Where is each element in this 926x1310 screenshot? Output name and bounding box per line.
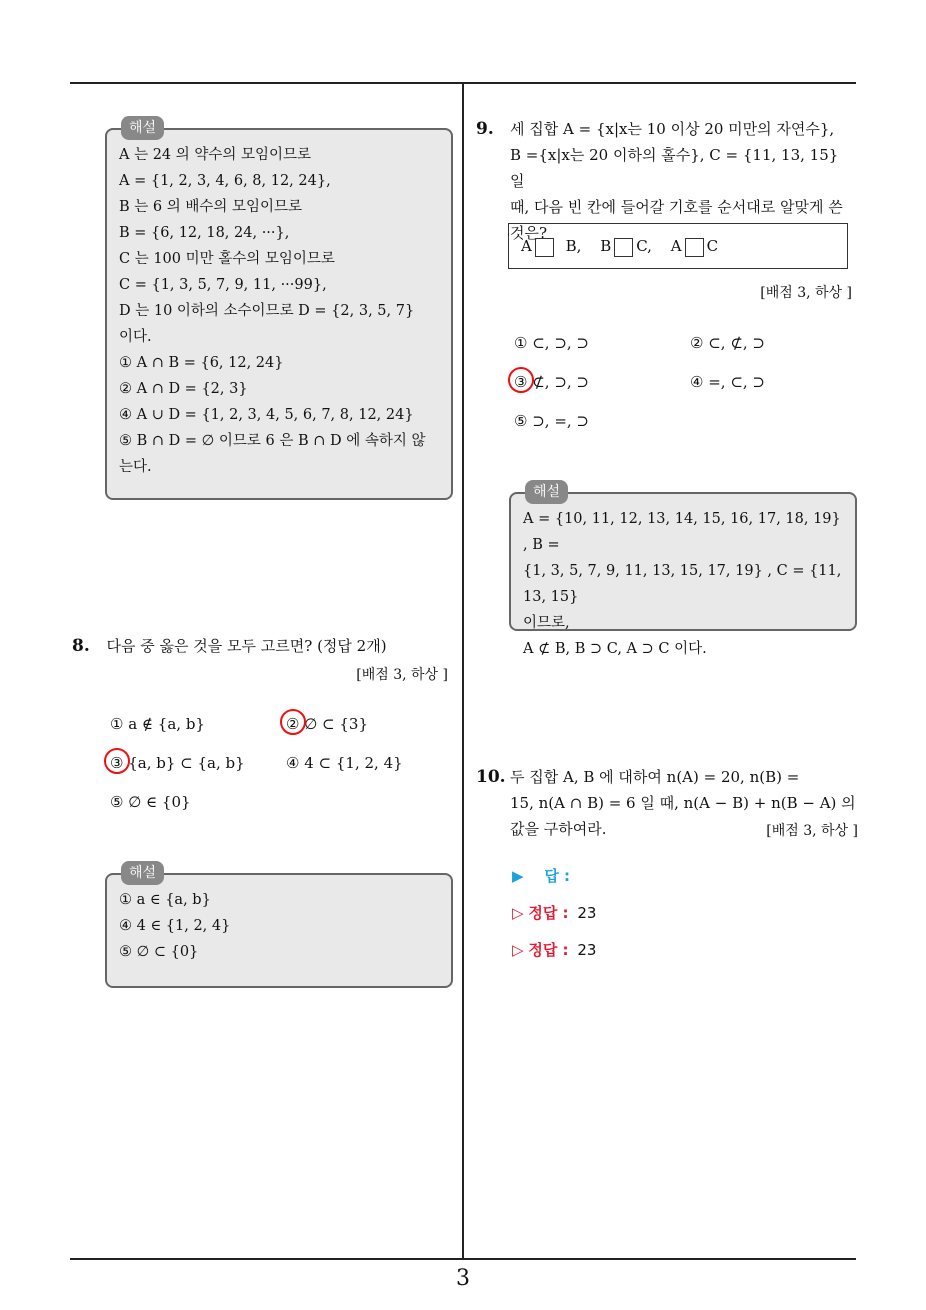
question-text: 값을 구하여라. [510, 820, 607, 838]
solution-line: 는다. [119, 459, 152, 475]
correct-value: 23 [577, 941, 597, 959]
score-label: [배점 3, 하상 ] [760, 285, 852, 301]
solution-line: ④ A ∪ D = {1, 2, 3, 4, 5, 6, 7, 8, 12, 24} [119, 407, 414, 423]
question-text: 때, 다음 빈 칸에 들어갈 기호를 순서대로 알맞게 쓴 [510, 198, 843, 216]
solution-line: A = {1, 2, 3, 4, 6, 8, 12, 24}, [119, 173, 331, 189]
question-text: 세 집합 A = {x|x는 10 이상 20 미만의 자연수}, [510, 120, 835, 138]
solution-line: C 는 100 미만 홀수의 모임이므로 [119, 251, 335, 267]
correct-label: 정답 : [528, 904, 569, 922]
answer-mark-circle [104, 748, 130, 774]
solution-box-2 [105, 865, 453, 988]
triangle-right-icon: ▷ [512, 941, 524, 959]
question-number: 10. [476, 767, 506, 787]
set-label: A [521, 237, 532, 255]
score-label: [배점 3, 하상 ] [766, 823, 858, 839]
solution-line: D 는 10 이하의 소수이므로 D = {2, 3, 5, 7} [119, 303, 415, 319]
question-8 [72, 633, 387, 659]
solution-line: C = {1, 3, 5, 7, 9, 11, ···99}, [119, 277, 327, 293]
solution-tag: 해설 [121, 861, 164, 885]
question-text: 다음 중 옳은 것을 모두 고르면? (정답 2개) [106, 637, 387, 655]
solution-line: A ⊄ B, B ⊃ C, A ⊃ C 이다. [523, 641, 707, 657]
blank-square[interactable] [685, 238, 704, 257]
solution-line: ① a ∈ {a, b} [119, 892, 211, 908]
correct-value: 23 [577, 904, 597, 922]
question-text: 두 집합 A, B 에 대하여 n(A) = 20, n(B) = [510, 768, 800, 786]
option-4[interactable]: ④ 4 ⊂ {1, 2, 4} [286, 754, 403, 772]
solution-line: ④ 4 ∈ {1, 2, 4} [119, 918, 231, 934]
option-1[interactable]: ① a ∉ {a, b} [110, 715, 205, 733]
correct-label: 정답 : [528, 941, 569, 959]
option-5[interactable]: ⑤ ⊃, =, ⊃ [514, 412, 589, 430]
solution-line: A = {10, 11, 12, 13, 14, 15, 16, 17, 18, 19} , B = [523, 511, 841, 553]
option-5[interactable]: ⑤ ∅ ∈ {0} [110, 793, 191, 811]
option-2[interactable]: ② ⊂, ⊄, ⊃ [690, 334, 765, 352]
set-label: B, [565, 237, 582, 255]
triangle-right-icon: ▷ [512, 904, 524, 922]
correct-answer-row [512, 902, 596, 923]
solution-line: ② A ∩ D = {2, 3} [119, 381, 248, 397]
solution-line: 이므로, [523, 615, 570, 631]
solution-box-1 [105, 120, 453, 500]
solution-box-3 [509, 484, 857, 657]
score-label: [배점 3, 하상 ] [356, 667, 448, 683]
page-number: 3 [456, 1266, 470, 1291]
solution-line: B = {6, 12, 18, 24, ···}, [119, 225, 290, 241]
option-3[interactable]: ③ ⊄, ⊃, ⊃ [514, 373, 589, 391]
option-1[interactable]: ① ⊂, ⊃, ⊃ [514, 334, 589, 352]
bottom-rule [70, 1258, 856, 1260]
answer-mark-circle [280, 709, 306, 735]
question-text: 것은? [510, 224, 548, 242]
question-number: 8. [72, 636, 90, 656]
answer-mark-circle [508, 367, 534, 393]
set-label: C [706, 237, 719, 255]
question-text: 15, n(A ∩ B) = 6 일 때, n(A − B) + n(B − A) 의 [510, 794, 856, 812]
option-3[interactable]: ③ {a, b} ⊂ {a, b} [110, 754, 245, 772]
solution-line: A 는 24 의 약수의 모임이므로 [119, 147, 312, 163]
correct-answer-row [512, 939, 596, 960]
option-4[interactable]: ④ =, ⊂, ⊃ [690, 373, 765, 391]
solution-line: ⑤ ∅ ⊂ {0} [119, 944, 199, 960]
answer-label: 답 : [544, 867, 571, 885]
blank-square[interactable] [535, 238, 554, 257]
solution-line: B 는 6 의 배수의 모임이므로 [119, 199, 302, 215]
solution-line: 이다. [119, 329, 152, 345]
solution-line: ⑤ B ∩ D = ∅ 이므로 6 은 B ∩ D 에 속하지 않 [119, 433, 426, 449]
solution-tag: 해설 [121, 116, 164, 140]
blank-expression-box [508, 223, 848, 269]
solution-tag: 해설 [525, 480, 568, 504]
solution-line: {1, 3, 5, 7, 9, 11, 13, 15, 17, 19} , C = {11, 13, 15} [523, 563, 842, 605]
set-label: A [670, 237, 682, 255]
answer-row [512, 865, 570, 886]
set-label: B [600, 237, 612, 255]
option-2[interactable]: ② ∅ ⊂ {3} [286, 715, 369, 733]
question-text: B ={x|x는 20 이하의 홀수}, C = {11, 13, 15} 일 [510, 146, 839, 190]
column-divider [462, 84, 464, 1258]
blank-square[interactable] [614, 238, 633, 257]
play-icon: ▶ [512, 867, 524, 885]
set-label: C, [636, 237, 652, 255]
solution-line: ① A ∩ B = {6, 12, 24} [119, 355, 284, 371]
question-number: 9. [476, 119, 494, 139]
